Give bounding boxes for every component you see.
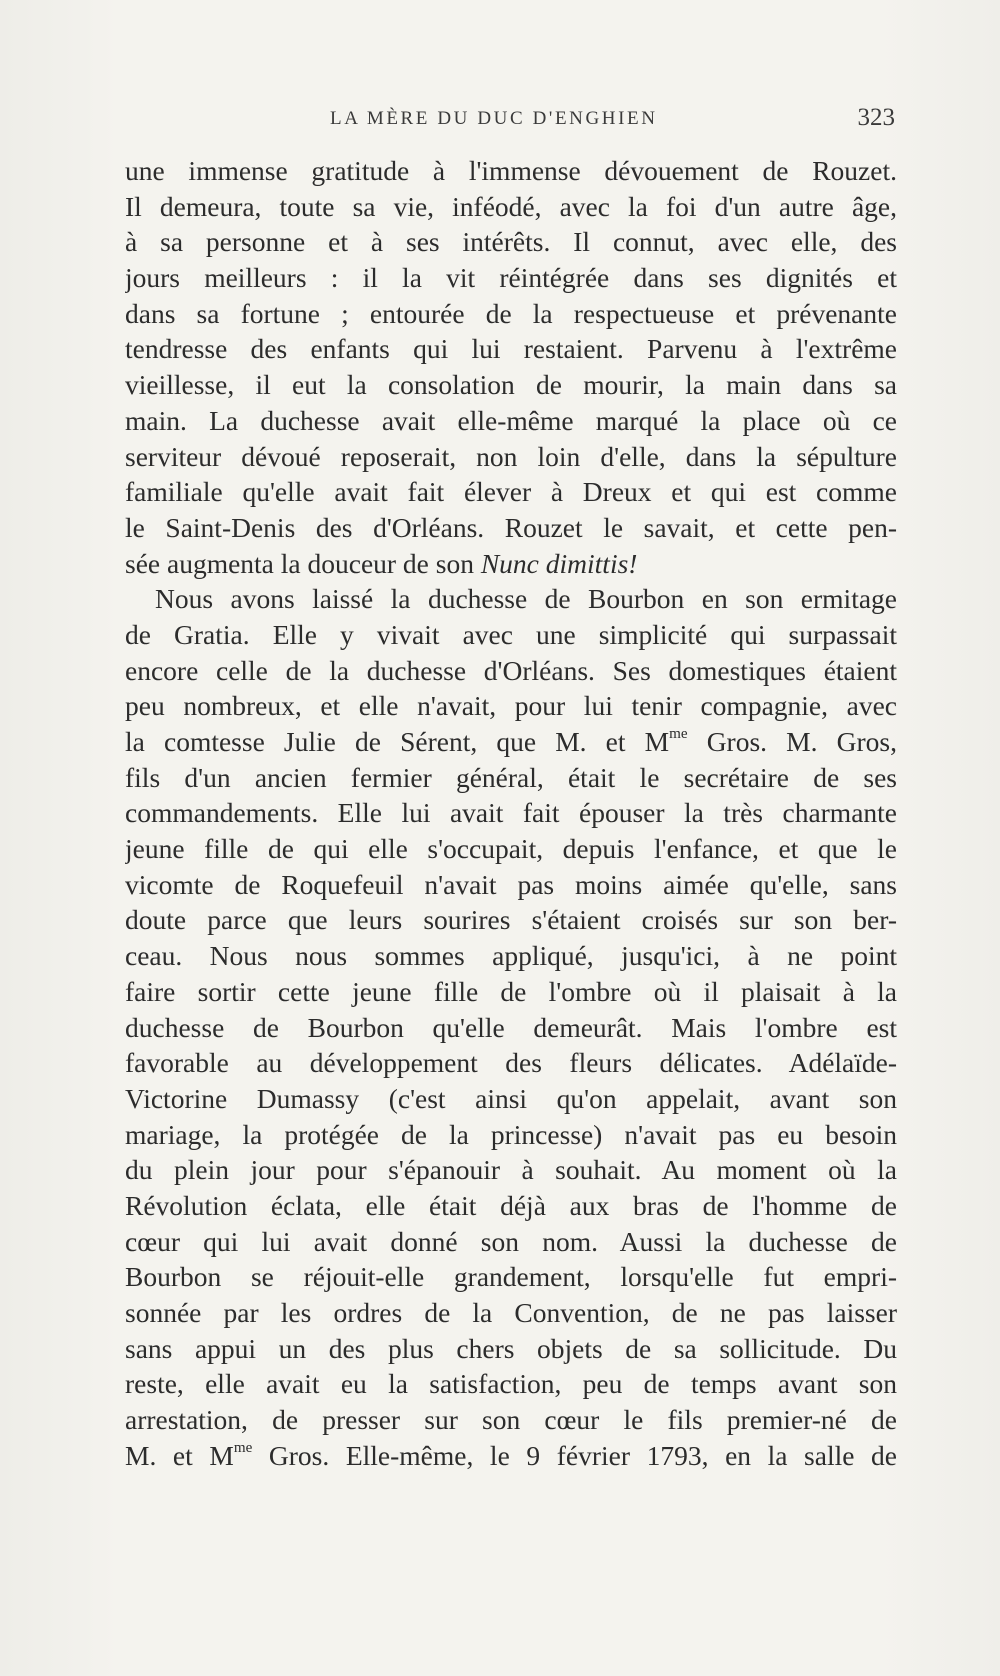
running-title: LA MÈRE DU DUC D'ENGHIEN [330,108,658,129]
text-segment: sée augmenta la douceur de son [125,547,481,579]
text-line: doute parce que leurs sourires s'étaient croisés sur son ber- [125,904,897,936]
text-line: sonnée par les ordres de la Convention, de ne pas laisser [125,1297,897,1328]
text-line: cœur qui lui avait donné son nom. Aussi la duchesse de [125,1225,897,1257]
text-line: de Gratia. Elle y vivait avec une simplicité qui surpassait [125,618,897,650]
text-segment: Gros. Elle-même, le 9 février 1793, en la salle de [252,1439,897,1471]
text-line: commandements. Elle lui avait fait épouser la très charmante [125,797,897,829]
text-line: serviteur dévoué reposerait, non loin d'elle, dans la sépulture [125,440,897,472]
text-line: main. La duchesse avait elle-même marqué la place où ce [125,404,897,436]
text-line: peu nombreux, et elle n'avait, pour lui tenir compagnie, avec [125,690,897,722]
text-line: mariage, la protégée de la princesse) n'avait pas eu besoin [125,1118,897,1150]
text-line: jours meilleurs : il la vit réintégrée dans ses dignités et [125,262,897,294]
italic-phrase: Nunc dimittis! [480,547,638,579]
text-line: Il demeura, toute sa vie, inféodé, avec la foi d'un autre âge, [125,190,897,222]
text-line [125,546,897,582]
text-segment: Gros. M. Gros, [687,726,897,757]
text-line: du plein jour pour s'épanouir à souhait. Au moment où la [125,1154,897,1186]
text-line: une immense gratitude à l'immense dévouement de Rouzet. [125,155,897,186]
text-line: arrestation, de presser sur son cœur le fils premier-né de [125,1404,897,1436]
text-line: familiale qu'elle avait fait élever à Dreux et qui est comme [125,476,897,508]
superscript: me [669,726,688,743]
text-line: fils d'un ancien fermier général, était le secrétaire de ses [125,761,897,793]
text-line: à sa personne et à ses intérêts. Il connut, avec elle, des [125,226,897,258]
text-line: sans appui un des plus chers objets de sa sollicitude. Du [125,1332,897,1364]
text-line: Révolution éclata, elle était déjà aux bras de l'homme de [125,1189,897,1221]
text-line [125,1438,897,1474]
body-text [125,153,897,1473]
text-segment: M. et M [125,1439,234,1471]
text-line: vieillesse, il eut la consolation de mourir, la main dans sa [125,369,897,401]
text-line: ceau. Nous nous sommes appliqué, jusqu'ici, à ne point [125,940,897,972]
text-line: reste, elle avait eu la satisfaction, peu de temps avant son [125,1368,897,1400]
text-segment: la comtesse Julie de Sérent, que M. et M [125,726,670,757]
page-number: 323 [857,104,895,131]
text-line: favorable au développement des fleurs délicates. Adélaïde- [125,1047,897,1079]
superscript: me [233,1439,253,1456]
text-line: vicomte de Roquefeuil n'avait pas moins aimée qu'elle, sans [125,868,897,900]
text-line: dans sa fortune ; entourée de la respectueuse et prévenante [125,297,897,329]
text-line: encore celle de la duchesse d'Orléans. Ses domestiques étaient [125,654,897,686]
text-line: le Saint-Denis des d'Orléans. Rouzet le savait, et cette pen- [125,511,897,543]
text-line: jeune fille de qui elle s'occupait, depuis l'enfance, et que le [125,833,897,865]
text-line: faire sortir cette jeune fille de l'ombre où il plaisait à la [125,975,897,1007]
text-line: tendresse des enfants qui lui restaient. Parvenu à l'extrême [125,333,897,365]
paragraph-first-line: Nous avons laissé la duchesse de Bourbon en son ermitage [155,583,897,615]
text-line [125,724,897,760]
running-header [125,104,895,136]
text-line: Victorine Dumassy (c'est ainsi qu'on appelait, avant son [125,1082,897,1114]
text-line: duchesse de Bourbon qu'elle demeurât. Mais l'ombre est [125,1011,897,1043]
text-line: Bourbon se réjouit-elle grandement, lorsqu'elle fut empri- [125,1261,897,1293]
